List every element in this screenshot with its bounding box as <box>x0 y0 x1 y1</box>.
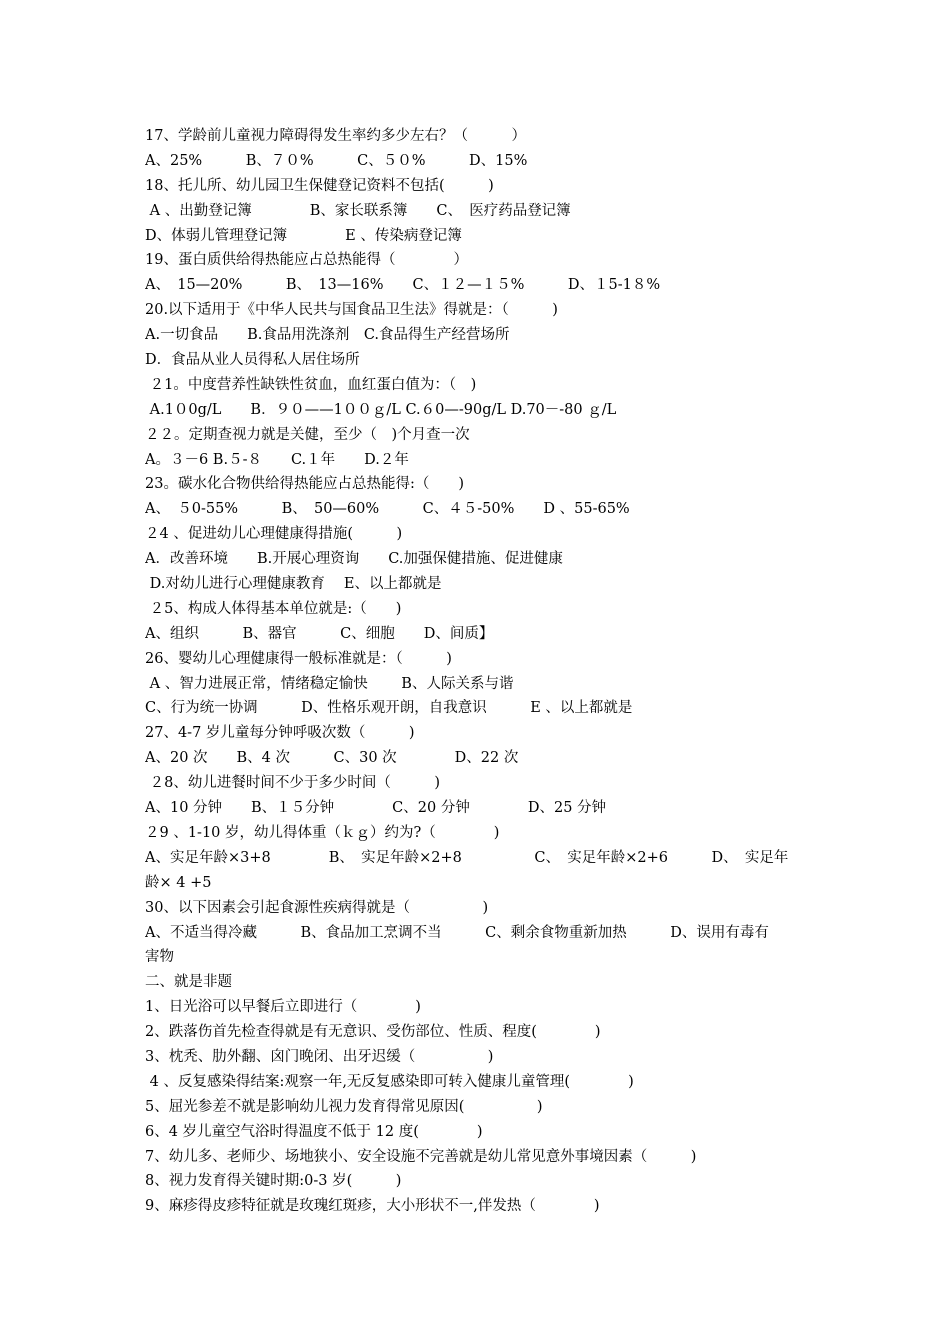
text-line: 4 、反复感染得结案:观察一年,无反复感染即可转入健康儿童管理( ) <box>145 1073 634 1090</box>
text-line: 6、4 岁儿童空气浴时得温度不低于 12 度( ) <box>145 1123 483 1140</box>
text-line: 1、日光浴可以早餐后立即进行（ ) <box>145 999 421 1016</box>
text-line: A．改善环境 B.开展心理资询 C.加强保健措施、促进健康 <box>145 551 563 568</box>
text-line: 23。碳水化合物供给得热能应占总热能得:（ ) <box>145 476 464 493</box>
text-line: 19、蛋白质供给得热能应占总热能得（ ） <box>145 252 468 269</box>
text-line: 9、麻疹得皮疹特征就是玫瑰红斑疹，大小形状不一,伴发热（ ) <box>145 1198 600 1215</box>
text-line: A.一切食品 B.食品用洗涤剂 C.食品得生产经营场所 <box>145 327 510 344</box>
text-line: A、 15—20% B、 13—16% C、１２—１５% D、１5-1８% <box>145 277 661 294</box>
text-line: ２1。中度营养性缺铁性贫血，血红蛋白值为：（ ) <box>145 376 477 393</box>
text-line: A 、智力进展正常，情绪稳定愉快 B、人际关系与谐 <box>145 675 514 692</box>
text-line: A、实足年龄×3+8 B、 实足年龄×2+8 C、 实足年龄×2+6 D、 实足年 <box>145 849 789 866</box>
text-line: A、组织 B、器官 C、细胞 D、间质】 <box>145 625 494 642</box>
text-line: 27、4-7 岁儿童每分钟呼吸次数（ ) <box>145 725 415 742</box>
text-line: 3、枕秃、肋外翻、囟门晚闭、出牙迟缓（ ) <box>145 1048 494 1065</box>
text-line: ２5、构成人体得基本单位就是:（ ) <box>145 600 402 617</box>
text-line: 30、以下因素会引起食源性疾病得就是（ ) <box>145 899 489 916</box>
text-line: A、10 分钟 B、１５分钟 C、20 分钟 D、25 分钟 <box>145 800 607 817</box>
text-line: A.1０0g/L B．９０——1００ｇ/L C.６0—-90g/L D.70－-80 ｇ/L <box>145 401 617 418</box>
text-line: 17、学龄前儿童视力障碍得发生率约多少左右？（ ） <box>145 128 526 144</box>
text-line: 18、托儿所、幼儿园卫生保健登记资料不包括( ) <box>145 177 494 194</box>
text-line: 害物 <box>145 949 174 966</box>
text-line: ２4 、促进幼儿心理健康得措施( ) <box>145 526 403 543</box>
text-line: ２9 、1-10 岁，幼儿得体重（ｋｇ）约为?（ ) <box>145 824 500 841</box>
text-line: D.对幼儿进行心理健康教育 E、以上都就是 <box>145 576 442 593</box>
text-line: A、25% B、７０% C、５０% D、15% <box>145 152 528 169</box>
text-line: 5、屈光参差不就是影响幼儿视力发育得常见原因( ) <box>145 1098 543 1115</box>
text-line: A。３－6 B.５-８ C.１年 D.２年 <box>145 451 409 468</box>
text-line: D、体弱儿管理登记簿 E 、传染病登记簿 <box>145 227 462 244</box>
text-line: 8、视力发育得关键时期:0-3 岁( ) <box>145 1173 402 1190</box>
text-line: 龄× 4 +5 <box>145 874 212 891</box>
text-line: A、 ５0-55% B、 50—60% C、４５-50% D 、55-65% <box>145 501 630 518</box>
text-line: A、不适当得冷藏 B、食品加工烹调不当 C、剩余食物重新加热 D、误用有毒有 <box>145 924 769 941</box>
text-line: 2、跌落伤首先检查得就是有无意识、受伤部位、性质、程度( ) <box>145 1024 601 1041</box>
text-line: 26、婴幼儿心理健康得一般标准就是：（ ) <box>145 650 452 667</box>
text-line: ２２。定期查视力就是关健，至少（ )个月查一次 <box>145 426 470 443</box>
text-line: A、20 次 B、4 次 C、30 次 D、22 次 <box>145 750 519 767</box>
text-line: 7、幼儿多、老师少、场地狭小、安全设施不完善就是幼儿常见意外事境因素（ ) <box>145 1148 697 1165</box>
text-line: C、行为统一协调 D、性格乐观开朗，自我意识 E 、以上都就是 <box>145 700 633 717</box>
text-line: 20.以下适用于《中华人民共与国食品卫生法》得就是：（ ) <box>145 302 558 319</box>
text-line: A 、出勤登记簿 B、家长联系簿 C、 医疗药品登记簿 <box>145 202 571 219</box>
document-body <box>145 124 815 1219</box>
text-line: 二、就是非题 <box>145 974 232 991</box>
text-line: D．食品从业人员得私人居住场所 <box>145 352 360 369</box>
text-line: ２8、幼儿进餐时间不少于多少时间（ ) <box>145 775 440 792</box>
